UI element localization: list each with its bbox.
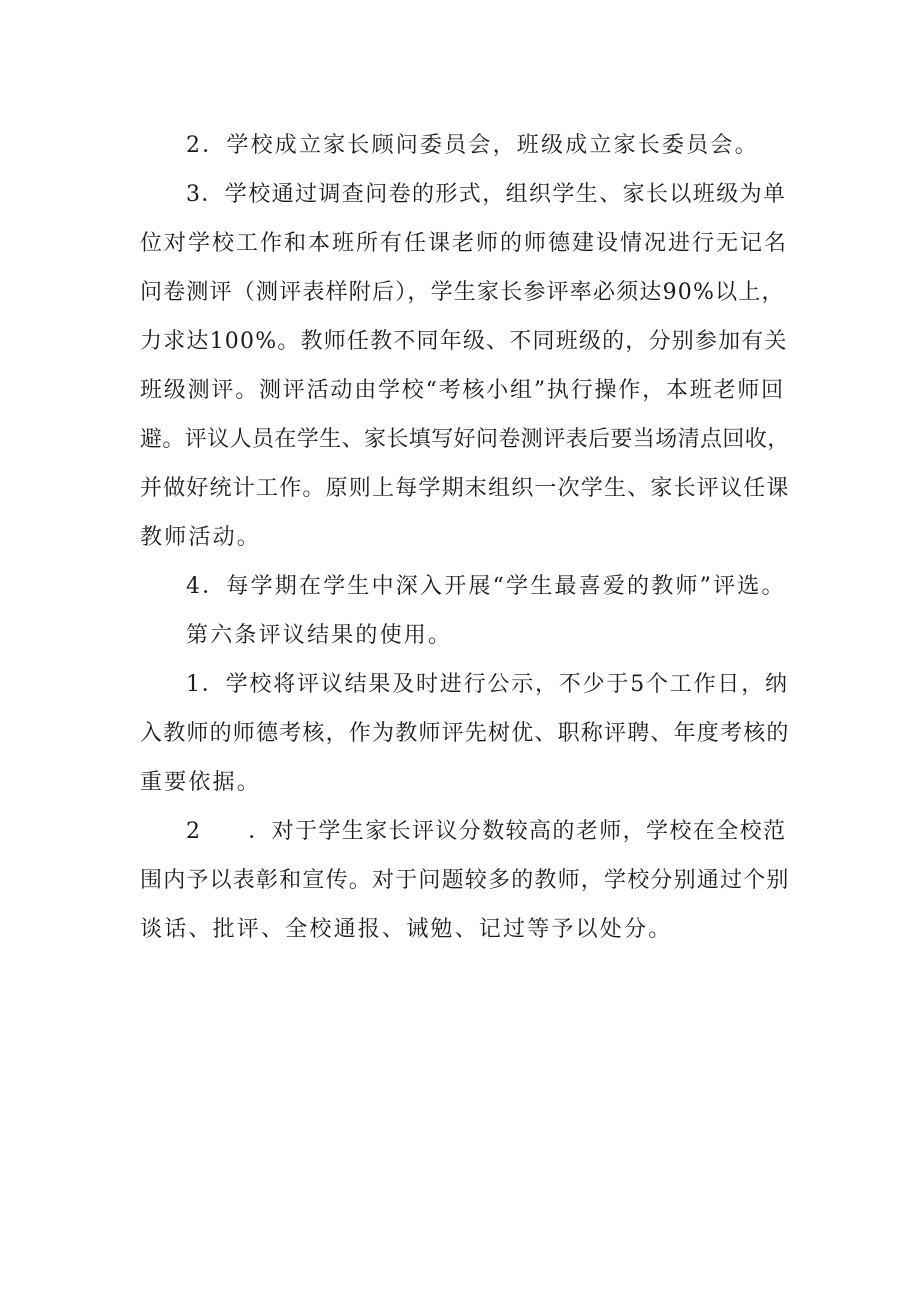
result-paragraph-1-line-3: 重要依据。: [140, 770, 262, 795]
paragraph-2-line-1: 2．学校成立家长顾问委员会，班级成立家长委员会。: [186, 133, 759, 158]
paragraph-3-line-5: 班级测评。测评活动由学校“考核小组”执行操作，本班老师回: [140, 378, 785, 403]
paragraph-3-line-1: 3．学校通过调查问卷的形式，组织学生、家长以班级为单: [186, 182, 787, 207]
result-paragraph-2-line-2: 围内予以表彰和宣传。对于问题较多的教师，学校分别通过个别: [140, 868, 790, 893]
result-paragraph-2-line-1: 2 ．对于学生家长评议分数较高的老师，学校在全校范: [186, 819, 787, 844]
paragraph-3-line-3: 问卷测评（测评表样附后），学生家长参评率必须达90%以上，: [140, 280, 785, 305]
paragraph-4-line-1: 4．每学期在学生中深入开展“学生最喜爱的教师”评选。: [186, 574, 786, 599]
paragraph-3-line-6: 避。评议人员在学生、家长填写好问卷测评表后要当场清点回收，: [140, 427, 790, 452]
paragraph-3-line-4: 力求达100%。教师任教不同年级、不同班级的，分别参加有关: [140, 329, 788, 354]
paragraph-3-line-2: 位对学校工作和本班所有任课老师的师德建设情况进行无记名: [140, 231, 789, 256]
paragraph-3-line-7: 并做好统计工作。原则上每学期末组织一次学生、家长评议任课: [140, 476, 790, 501]
section-heading: 第六条评议结果的使用。: [186, 623, 453, 648]
paragraph-3-line-8: 教师活动。: [140, 525, 262, 550]
result-paragraph-1-line-2: 入教师的师德考核，作为教师评先树优、职称评聘、年度考核的: [140, 721, 790, 746]
result-paragraph-2-line-3: 谈话、批评、全校通报、诫勉、记过等予以处分。: [140, 917, 673, 942]
result-paragraph-1-line-1: 1．学校将评议结果及时进行公示，不少于5个工作日，纳: [186, 672, 789, 697]
